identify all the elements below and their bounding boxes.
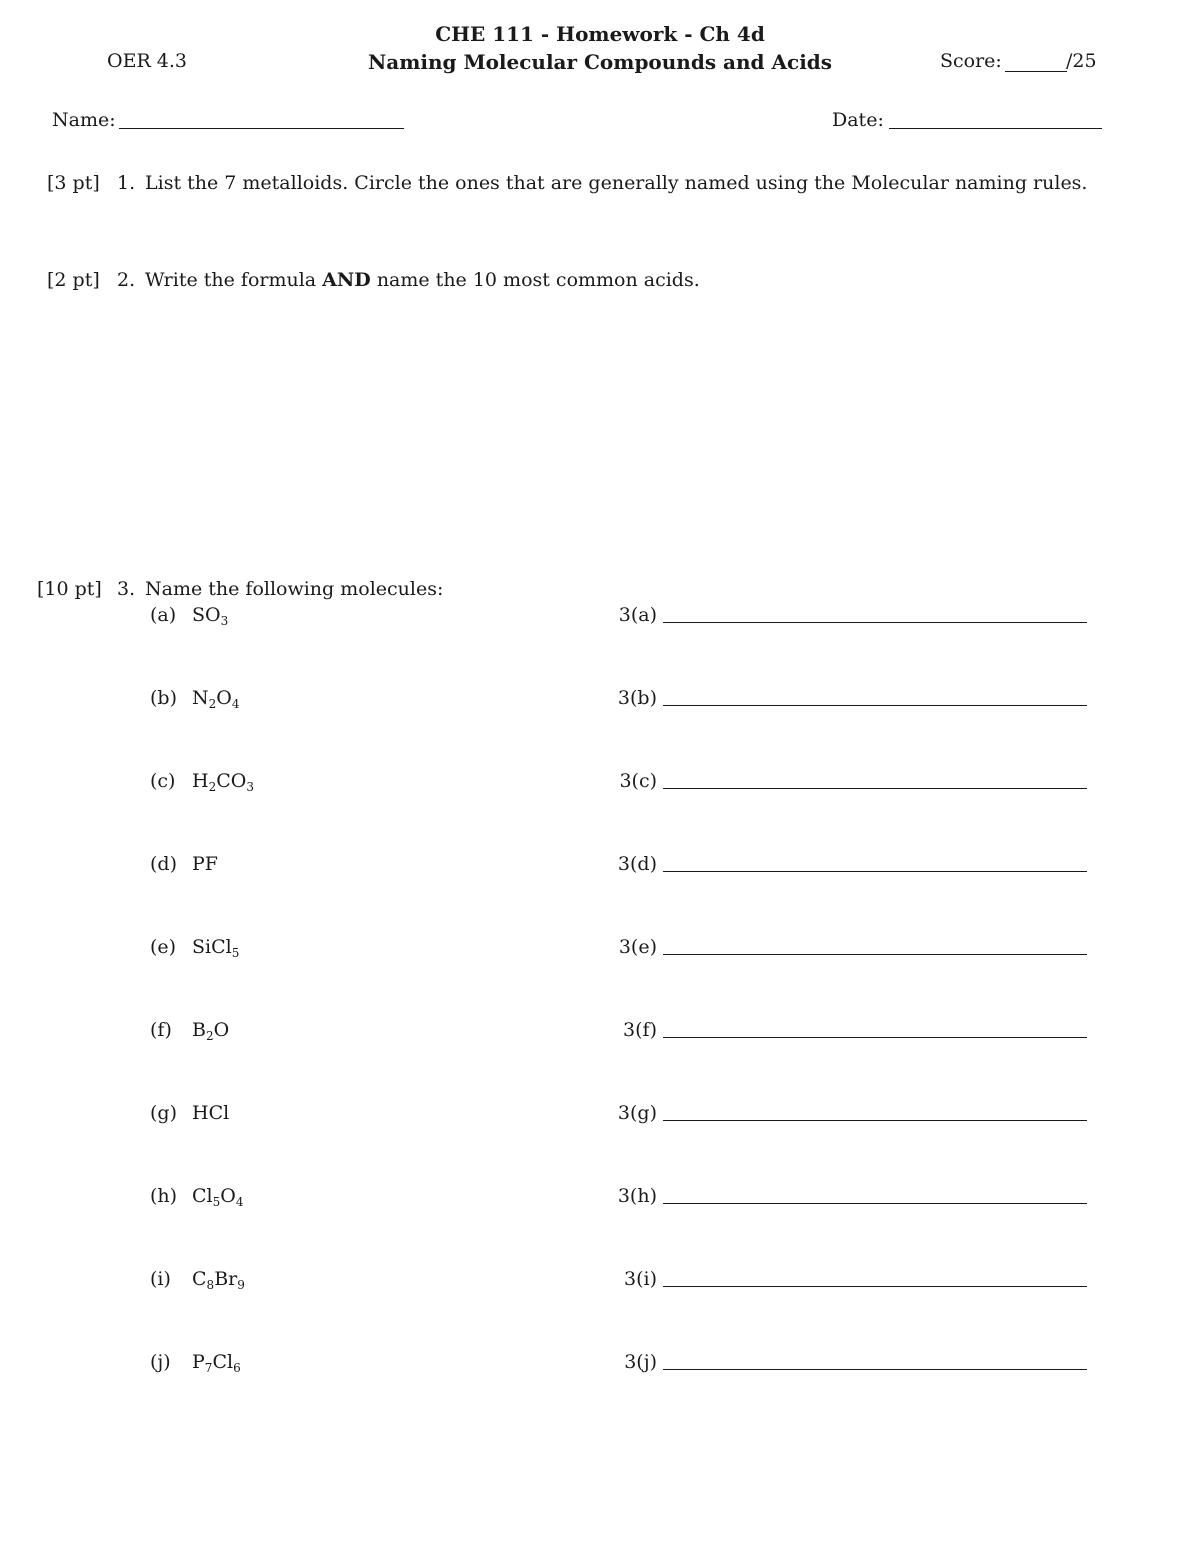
- answer-field[interactable]: [663, 1037, 1087, 1038]
- molecule-item-label: (f): [150, 1019, 172, 1041]
- formula-element: CO: [216, 770, 247, 792]
- question-3-points: [10 pt]: [37, 578, 102, 600]
- name-label: Name:: [52, 109, 116, 131]
- question-1-points: [3 pt]: [47, 172, 100, 194]
- formula-subscript: 5: [212, 1195, 221, 1209]
- question-1-text: List the 7 metalloids. Circle the ones that are generally named using the Molecular naming rules.: [145, 172, 1088, 194]
- date-label: Date:: [832, 109, 884, 131]
- question-2-text-start: Write the formula: [145, 269, 317, 291]
- molecule-formula: [192, 1185, 243, 1207]
- section-label: OER 4.3: [107, 50, 188, 72]
- score-label: Score:: [940, 50, 1002, 72]
- question-1-number: 1.: [117, 172, 136, 194]
- molecule-item-label: (d): [150, 853, 177, 875]
- molecule-item-label: (j): [150, 1351, 171, 1373]
- answer-label: 3(c): [619, 770, 657, 792]
- answer-label: 3(g): [617, 1102, 657, 1124]
- formula-element: O: [216, 687, 232, 709]
- formula-element: Cl: [212, 1351, 234, 1373]
- formula-element: B: [192, 1019, 206, 1041]
- question-2-points: [2 pt]: [47, 269, 100, 291]
- answer-field[interactable]: [663, 1286, 1087, 1287]
- molecule-formula: [192, 604, 228, 626]
- formula-element: Br: [214, 1268, 238, 1290]
- page-subtitle: Naming Molecular Compounds and Acids: [367, 50, 833, 74]
- formula-element: SiCl: [192, 936, 232, 958]
- question-2-text: [145, 269, 700, 291]
- question-3-text: Name the following molecules:: [145, 578, 444, 600]
- formula-element: HCl: [192, 1102, 230, 1124]
- score-total: /25: [1066, 50, 1097, 72]
- formula-subscript: 7: [204, 1361, 213, 1375]
- date-field[interactable]: [889, 128, 1102, 129]
- molecule-formula: [192, 687, 239, 709]
- answer-field[interactable]: [663, 871, 1087, 872]
- formula-subscript: 6: [233, 1361, 241, 1375]
- name-field[interactable]: [119, 128, 404, 129]
- answer-label: 3(f): [623, 1019, 657, 1041]
- answer-label: 3(d): [617, 853, 657, 875]
- score-blank[interactable]: [1005, 71, 1067, 72]
- question-3-number: 3.: [117, 578, 136, 600]
- formula-element: SO: [192, 604, 221, 626]
- formula-element: O: [213, 1019, 230, 1041]
- molecule-item-label: (e): [150, 936, 177, 958]
- answer-field[interactable]: [663, 705, 1087, 706]
- molecule-formula: [192, 1351, 241, 1373]
- answer-label: 3(a): [618, 604, 657, 626]
- answer-label: 3(b): [617, 687, 657, 709]
- formula-subscript: 2: [205, 1029, 214, 1043]
- molecule-formula: [192, 1268, 245, 1290]
- question-2-emphasis: AND: [322, 269, 371, 291]
- formula-subscript: 3: [246, 780, 254, 794]
- answer-label: 3(e): [618, 936, 657, 958]
- formula-subscript: 3: [220, 614, 229, 628]
- molecule-item-label: (h): [150, 1185, 178, 1207]
- answer-field[interactable]: [663, 622, 1087, 623]
- molecule-formula: [192, 936, 239, 958]
- answer-field[interactable]: [663, 788, 1087, 789]
- molecule-item-label: (g): [150, 1102, 177, 1124]
- molecule-item-label: (i): [150, 1268, 171, 1290]
- formula-subscript: 8: [206, 1278, 215, 1292]
- answer-label: 3(j): [624, 1351, 657, 1373]
- molecule-formula: [192, 1102, 229, 1124]
- molecule-item-label: (a): [150, 604, 177, 626]
- molecule-formula: [192, 770, 254, 792]
- formula-subscript: 9: [237, 1278, 245, 1292]
- formula-element: Cl: [192, 1185, 213, 1207]
- molecule-item-label: (b): [150, 687, 177, 709]
- molecule-item-label: (c): [150, 770, 176, 792]
- question-2-number: 2.: [117, 269, 136, 291]
- formula-element: P: [192, 1351, 205, 1373]
- formula-subscript: 4: [235, 1195, 244, 1209]
- formula-element: H: [192, 770, 209, 792]
- formula-subscript: 4: [231, 697, 240, 711]
- formula-element: PF: [192, 853, 218, 875]
- answer-label: 3(i): [624, 1268, 657, 1290]
- course-title: CHE 111 - Homework - Ch 4d: [435, 22, 765, 46]
- molecule-formula: [192, 853, 218, 875]
- formula-subscript: 2: [208, 780, 217, 794]
- answer-field[interactable]: [663, 1369, 1087, 1370]
- answer-label: 3(h): [617, 1185, 657, 1207]
- answer-field[interactable]: [663, 1120, 1087, 1121]
- answer-field[interactable]: [663, 954, 1087, 955]
- formula-element: O: [220, 1185, 236, 1207]
- formula-subscript: 2: [208, 697, 217, 711]
- formula-element: C: [192, 1268, 207, 1290]
- answer-field[interactable]: [663, 1203, 1087, 1204]
- question-2-text-end: name the 10 most common acids.: [376, 269, 700, 291]
- formula-subscript: 5: [231, 946, 240, 960]
- molecule-formula: [192, 1019, 229, 1041]
- formula-element: N: [192, 687, 209, 709]
